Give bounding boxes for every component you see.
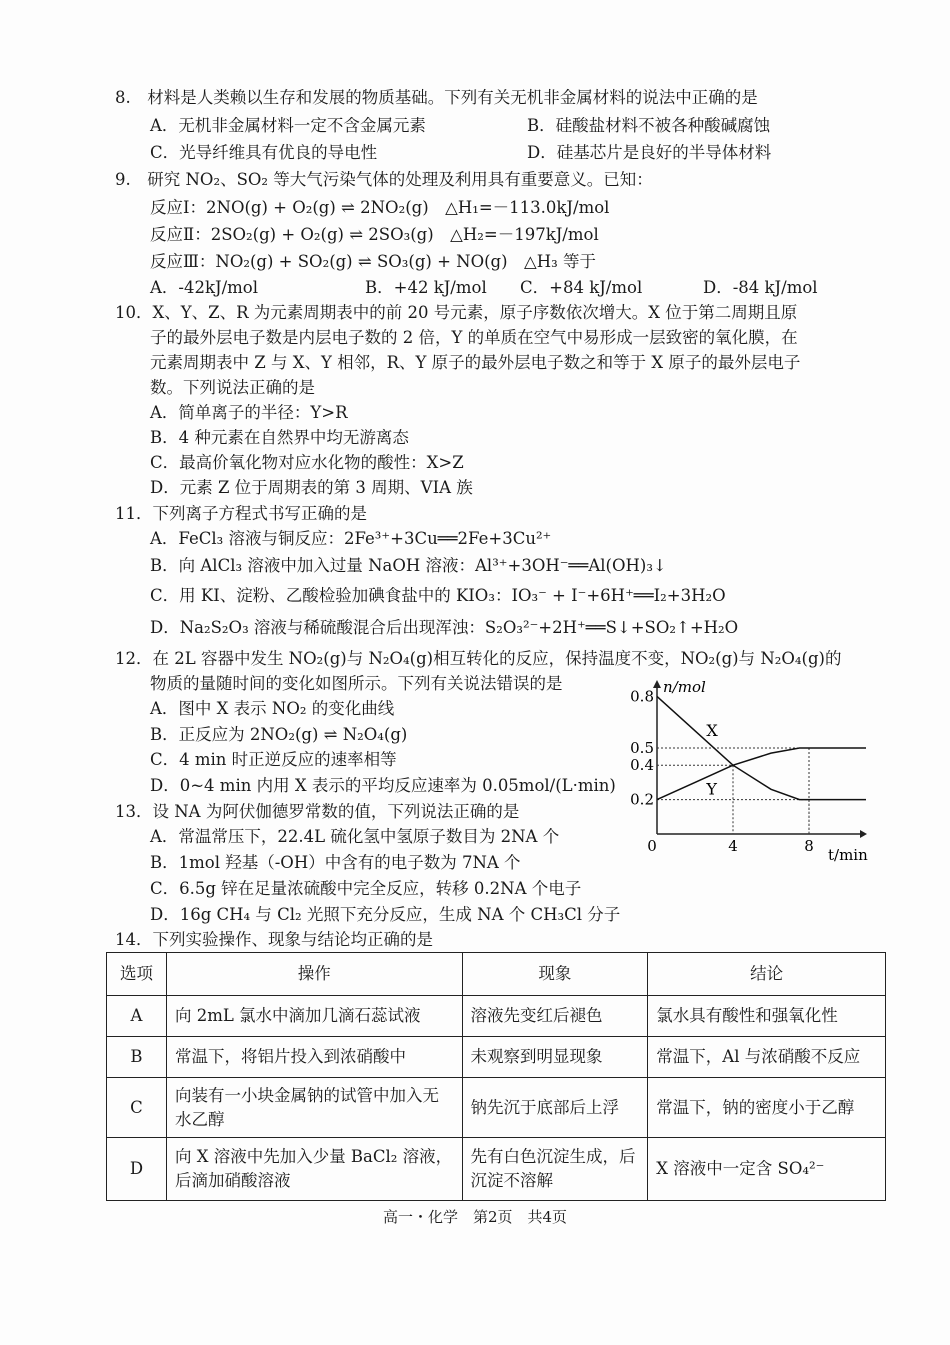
q13-option-c: C．6.5g 锌在足量浓硫酸中完全反应，转移 0.2NA 个电子 <box>150 879 582 898</box>
q10-line-3: 元素周期表中 Z 与 X、Y 相邻，R、Y 原子的最外层电子数之和等于 X 原子的最外层电子 <box>150 353 801 372</box>
table-row <box>107 1078 886 1138</box>
q10-option-b: B．4 种元素在自然界中均无游离态 <box>150 428 409 447</box>
q13-option-d: D．16g CH₄ 与 Cl₂ 光照下充分反应，生成 NA 个 CH₃Cl 分子 <box>150 905 621 924</box>
q11-option-a: A．FeCl₃ 溶液与铜反应：2Fe³⁺+3Cu══2Fe+3Cu²⁺ <box>150 529 552 548</box>
q11-option-c: C．用 KI、淀粉、乙酸检验加碘食盐中的 KIO₃：IO₃⁻ + I⁻+6H⁺══I₂+3H₂O <box>150 586 726 605</box>
x-tick-label: 8 <box>804 837 814 855</box>
cell-phenomenon: 溶液先变红后褪色 <box>462 996 648 1037</box>
q9-option-c: C．+84 kJ/mol <box>520 278 643 297</box>
series-line-Y <box>657 748 866 800</box>
q9-reaction-3: 反应Ⅲ：NO₂(g) + SO₂(g) ⇌ SO₃(g) + NO(g) △H₃ 等于 <box>150 252 596 271</box>
header-operation: 操作 <box>166 953 462 996</box>
q13-option-a: A．常温常压下，22.4L 硫化氢中氢原子数目为 2NA 个 <box>150 827 560 846</box>
q8-option-b: B．硅酸盐材料不被各种酸碱腐蚀 <box>527 116 771 135</box>
q12-line-2: 物质的量随时间的变化如图所示。下列有关说法错误的是 <box>150 674 563 693</box>
q11-option-d: D．Na₂S₂O₃ 溶液与稀硫酸混合后出现浑浊：S₂O₃²⁻+2H⁺══S↓+SO₂↑+H₂O <box>150 618 739 637</box>
table-row <box>107 1138 886 1201</box>
cell-phenomenon: 未观察到明显现象 <box>462 1037 648 1078</box>
q9-option-b: B．+42 kJ/mol <box>365 278 487 297</box>
cell-conclusion: 常温下，Al 与浓硝酸不反应 <box>648 1037 886 1078</box>
q10-option-c: C．最高价氧化物对应水化物的酸性：X>Z <box>150 453 464 472</box>
x-axis-label: t/min <box>828 846 868 864</box>
y-tick-label: 0.5 <box>630 739 654 757</box>
table-row <box>107 996 886 1037</box>
q10-option-a: A．简单离子的半径：Y>R <box>150 403 348 422</box>
q12-option-b: B．正反应为 2NO₂(g) ⇌ N₂O₄(g) <box>150 725 408 744</box>
cell-operation: 向 X 溶液中先加入少量 BaCl₂ 溶液，后滴加硝酸溶液 <box>166 1138 462 1201</box>
q12-option-d: D．0~4 min 内用 X 表示的平均反应速率为 0.05mol/(L·min) <box>150 776 616 795</box>
cell-conclusion: X 溶液中一定含 SO₄²⁻ <box>648 1138 886 1201</box>
q10-option-d: D．元素 Z 位于周期表的第 3 周期、VIA 族 <box>150 478 473 497</box>
table-header-row <box>107 953 886 996</box>
q10-line-4: 数。下列说法正确的是 <box>150 378 315 397</box>
header-option: 选项 <box>107 953 167 996</box>
q14-stem: 14．下列实验操作、现象与结论均正确的是 <box>115 930 433 949</box>
cell-option: C <box>107 1078 167 1138</box>
cell-phenomenon: 钠先沉于底部后上浮 <box>462 1078 648 1138</box>
y-tick-label: 0.2 <box>630 790 654 809</box>
q12-line-1: 12．在 2L 容器中发生 NO₂(g)与 N₂O₄(g)相互转化的反应，保持温度不变，NO₂(g)与 N₂O₄(g)的 <box>115 649 842 668</box>
q13-option-b: B．1mol 羟基（-OH）中含有的电子数为 7NA 个 <box>150 853 521 872</box>
series-label-x: X <box>706 720 718 740</box>
q13-stem: 13．设 NA 为阿伏伽德罗常数的值，下列说法正确的是 <box>115 802 520 821</box>
q14-table <box>106 952 886 1201</box>
cell-conclusion: 常温下，钠的密度小于乙醇 <box>648 1078 886 1138</box>
q8-option-a: A．无机非金属材料一定不含金属元素 <box>150 116 426 135</box>
origin-label: 0 <box>647 837 657 855</box>
q8-option-c: C．光导纤维具有优良的导电性 <box>150 143 378 162</box>
q9-option-a: A．-42kJ/mol <box>150 278 259 297</box>
q9-stem: 9. 研究 NO₂、SO₂ 等大气污染气体的处理及利用具有重要意义。已知： <box>115 170 653 189</box>
cell-operation: 向 2mL 氯水中滴加几滴石蕊试液 <box>166 996 462 1037</box>
q8-stem: 8. 材料是人类赖以生存和发展的物质基础。下列有关无机非金属材料的说法中正确的是 <box>115 88 758 107</box>
series-label-y: Y <box>706 779 717 799</box>
header-phenomenon: 现象 <box>462 953 648 996</box>
cell-option: B <box>107 1037 167 1078</box>
y-tick-label: 0.4 <box>630 756 654 775</box>
page-footer: 高一・化学 第2页 共4页 <box>382 1208 568 1226</box>
y-axis-arrow <box>653 680 661 688</box>
q12-chart <box>600 670 890 870</box>
q11-stem: 11．下列离子方程式书写正确的是 <box>115 504 367 523</box>
q9-reaction-1: 反应Ⅰ：2NO(g) + O₂(g) ⇌ 2NO₂(g) △H₁=－113.0kJ/mol <box>150 198 610 217</box>
q9-option-d: D．-84 kJ/mol <box>703 278 818 297</box>
cell-operation: 常温下，将铝片投入到浓硝酸中 <box>166 1037 462 1078</box>
q10-line-1: 10．X、Y、Z、R 为元素周期表中的前 20 号元素，原子序数依次增大。X 位于第二周期且原 <box>115 303 798 322</box>
q11-option-b: B．向 AlCl₃ 溶液中加入过量 NaOH 溶液：Al³⁺+3OH⁻══Al(OH)₃↓ <box>150 556 667 575</box>
q10-line-2: 子的最外层电子数是内层电子数的 2 倍，Y 的单质在空气中易形成一层致密的氧化膜，在 <box>150 328 798 347</box>
header-conclusion: 结论 <box>648 953 886 996</box>
y-axis-label: n/mol <box>663 678 706 696</box>
cell-option: A <box>107 996 167 1037</box>
x-axis-arrow <box>860 830 867 838</box>
cell-option: D <box>107 1138 167 1201</box>
q12-option-a: A．图中 X 表示 NO₂ 的变化曲线 <box>150 699 395 718</box>
x-tick-label: 4 <box>728 837 738 855</box>
q9-reaction-2: 反应Ⅱ：2SO₂(g) + O₂(g) ⇌ 2SO₃(g) △H₂=－197kJ/mol <box>150 225 599 244</box>
cell-conclusion: 氯水具有酸性和强氧化性 <box>648 996 886 1037</box>
table-row <box>107 1037 886 1078</box>
cell-operation: 向装有一小块金属钠的试管中加入无水乙醇 <box>166 1078 462 1138</box>
q8-option-d: D．硅基芯片是良好的半导体材料 <box>527 143 772 162</box>
y-tick-label: 0.8 <box>630 687 654 706</box>
q12-option-c: C．4 min 时正逆反应的速率相等 <box>150 750 397 769</box>
cell-phenomenon: 先有白色沉淀生成，后沉淀不溶解 <box>462 1138 648 1201</box>
